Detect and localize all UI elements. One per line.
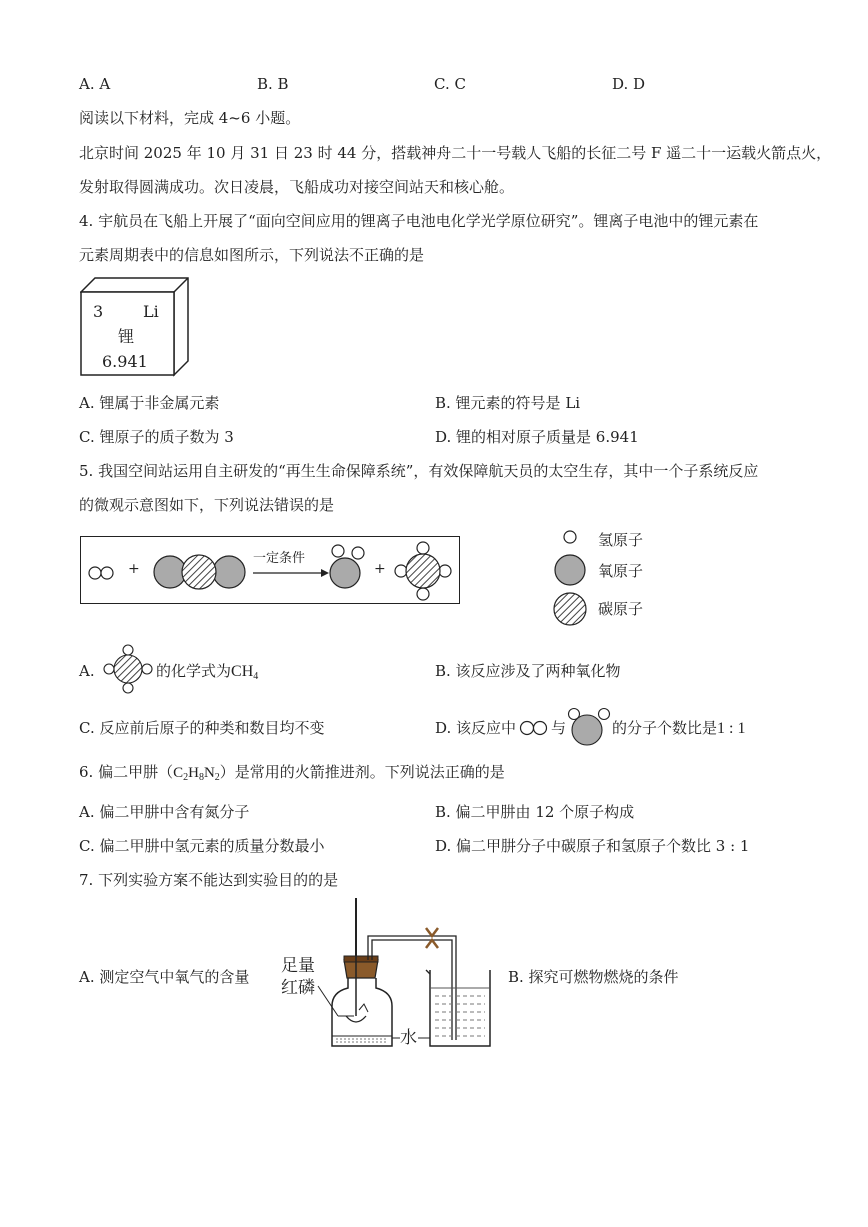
methane-molecule-icon — [101, 644, 157, 694]
q6-formula — [173, 765, 220, 781]
hydrogen-molecule — [89, 567, 113, 579]
q6-option-d: D. 偏二甲肼分子中碳原子和氢原子个数比 3 : 1 — [435, 837, 750, 855]
q4-option-a: A. 锂属于非金属元素 — [79, 394, 220, 412]
material-line-2: 发射取得圆满成功。次日凌晨，飞船成功对接空间站天和核心舱。 — [79, 178, 515, 196]
q6-stem — [79, 762, 505, 788]
q5-stem-line-1: 5. 我国空间站运用自主研发的“再生生命保障系统”，有效保障航天员的太空生存，其中一个子系统反应 — [79, 462, 759, 480]
atom-legend-icons — [548, 528, 588, 628]
q5-option-a-prefix: A. — [79, 662, 95, 680]
q7-option-b: B. 探究可燃物燃烧的条件 — [508, 968, 679, 986]
legend-oxygen: 氧原子 — [598, 562, 644, 580]
q5-option-d-prefix: D. 该反应中 — [435, 719, 517, 737]
legend-hydrogen: 氢原子 — [598, 531, 644, 549]
ch4-formula-main: CH — [231, 663, 254, 680]
ch4-formula — [231, 663, 258, 680]
formula-n-count: 2 — [214, 772, 220, 783]
plus-sign-2: + — [374, 561, 386, 577]
prev-option-d: D. D — [612, 75, 646, 93]
prev-option-a: A. A — [79, 75, 111, 93]
q5-stem-line-2: 的微观示意图如下，下列说法错误的是 — [79, 496, 335, 514]
q6-stem-suffix: ）是常用的火箭推进剂。下列说法正确的是 — [219, 763, 505, 781]
element-atomic-number: 3 — [93, 302, 104, 321]
hydrogen-molecule-icon — [519, 720, 549, 736]
formula-h: H — [188, 765, 199, 781]
q4-option-c: C. 锂原子的质子数为 3 — [79, 428, 234, 446]
q5-option-c: C. 反应前后原子的种类和数目均不变 — [79, 719, 325, 737]
q6-option-a: A. 偏二甲肼中含有氮分子 — [79, 803, 250, 821]
q5-option-d-ratio: 1 : 1 — [717, 720, 746, 737]
methane-molecule — [395, 542, 451, 600]
formula-c-count: 2 — [183, 772, 189, 783]
legend-carbon: 碳原子 — [598, 600, 644, 618]
formula-c: C — [173, 765, 184, 781]
q5-option-d-text — [612, 718, 745, 739]
q4-stem-line-1: 4. 宇航员在飞船上开展了“面向空间应用的锂离子电池电化学光学原位研究”。锂离子电池中的锂元素在 — [79, 212, 759, 230]
q7-option-a: A. 测定空气中氧气的含量 — [79, 968, 250, 986]
element-card-lithium — [80, 277, 190, 377]
element-mass: 6.941 — [102, 352, 148, 371]
red-phosphorus-label-1: 足量 — [281, 956, 315, 976]
formula-n: N — [203, 765, 215, 781]
reaction-condition: 一定条件 — [253, 551, 306, 566]
reaction-diagram — [80, 536, 460, 604]
formula-h-count: 8 — [198, 772, 204, 783]
prev-option-b: B. B — [257, 75, 289, 93]
q6-option-b: B. 偏二甲肼由 12 个原子构成 — [435, 803, 635, 821]
q7-stem: 7. 下列实验方案不能达到实验目的的是 — [79, 871, 339, 889]
plus-sign-1: + — [128, 561, 140, 577]
q5-option-d-end: 的分子个数比是 — [612, 719, 718, 737]
material-line-1: 北京时间 2025 年 10 月 31 日 23 时 44 分，搭载神舟二十一号载人飞船的长征二号 F 遥二十一运载火箭点火， — [79, 144, 832, 162]
carbon-dioxide-molecule — [154, 555, 245, 589]
water-label: 水 — [400, 1028, 417, 1048]
q4-option-b: B. 锂元素的符号是 Li — [435, 394, 581, 412]
element-name: 锂 — [118, 327, 135, 346]
q5-option-a-label: 的化学式为 — [156, 662, 232, 680]
q5-option-b: B. 该反应涉及了两种氧化物 — [435, 662, 621, 680]
red-phosphorus-label-2: 红磷 — [281, 978, 315, 998]
q4-option-d: D. 锂的相对原子质量是 6.941 — [435, 428, 639, 446]
q4-stem-line-2: 元素周期表中的信息如图所示，下列说法不正确的是 — [79, 246, 425, 264]
ch4-formula-sub: 4 — [253, 671, 259, 682]
water-molecule-icon — [567, 706, 613, 748]
reading-intro: 阅读以下材料，完成 4~6 小题。 — [79, 109, 301, 127]
water-molecule — [330, 545, 364, 588]
element-symbol: Li — [143, 302, 159, 321]
q5-option-d-mid: 与 — [551, 719, 567, 737]
prev-option-c: C. C — [434, 75, 466, 93]
q6-stem-prefix: 6. 偏二甲肼（ — [79, 763, 174, 781]
q6-option-c: C. 偏二甲肼中氢元素的质量分数最小 — [79, 837, 325, 855]
q5-option-a-text — [156, 661, 258, 687]
